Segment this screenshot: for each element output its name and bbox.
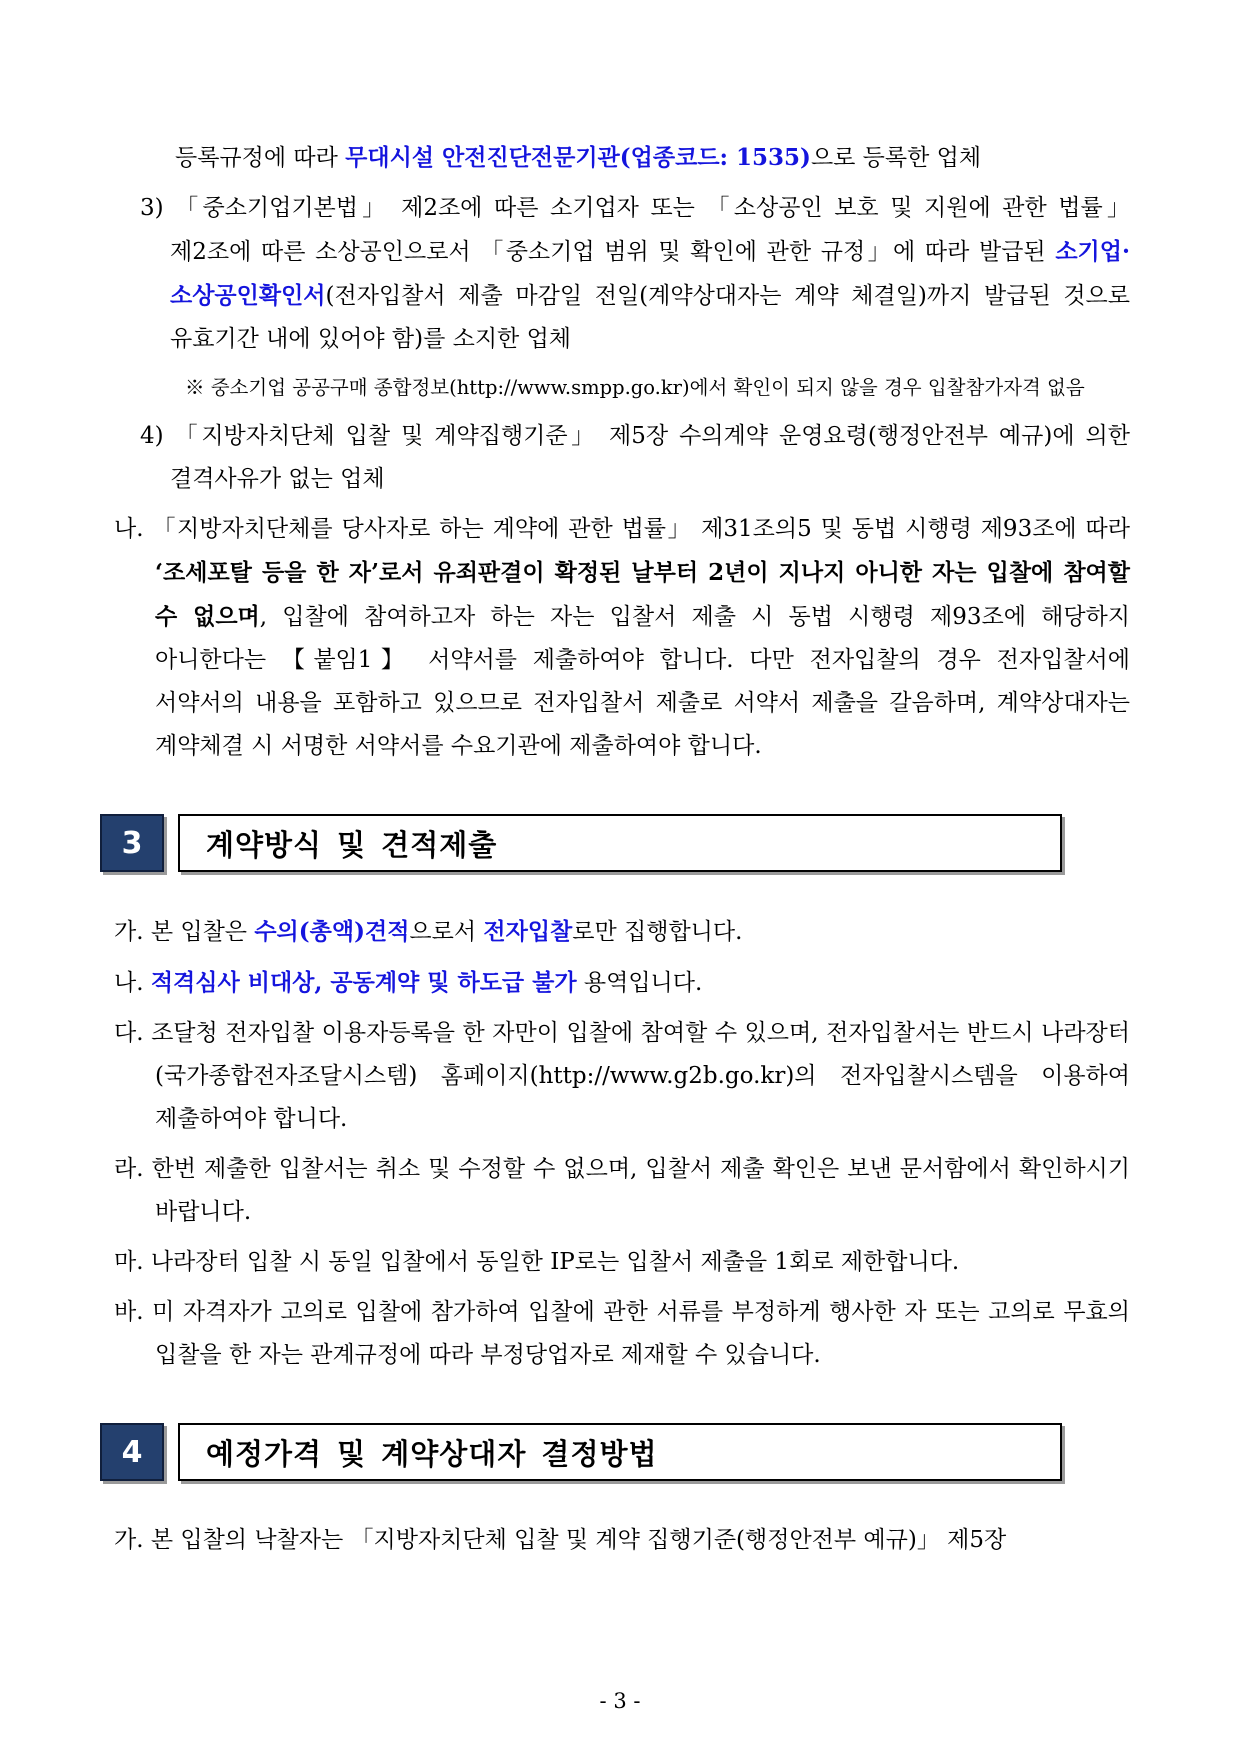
section-3-contract-method: [100, 814, 1130, 1377]
emphasized-text: 적격심사 비대상, 공동계약 및 하도급 불가: [150, 969, 577, 996]
paragraph: [100, 1012, 1130, 1141]
section-4-price-determination: [100, 1423, 1130, 1562]
section-title-box: [178, 814, 1062, 872]
section-title-box: [178, 1423, 1062, 1481]
paragraph: [100, 961, 1130, 1005]
paragraph: [100, 136, 1130, 180]
emphasized-text: 무대시설 안전진단전문기관(업종코드: 1535): [345, 144, 811, 171]
text-segment: 4) 「지방자치단체 입찰 및 계약집행기준」 제5장 수의계약 운영요령(행정안전부 예규)에 의한 결격사유가 없는 업체: [140, 423, 1130, 492]
paragraph: [100, 910, 1130, 954]
text-segment: 으로서: [409, 919, 484, 945]
paragraph: [100, 1291, 1130, 1377]
text-segment: 으로 등록한 업체: [810, 145, 982, 171]
paragraph: [100, 508, 1130, 768]
paragraph: [100, 1148, 1130, 1234]
section-4-header: [100, 1423, 1130, 1481]
text-segment: 라. 한번 제출한 입찰서는 취소 및 수정할 수 없으며, 입찰서 제출 확인은 보낸 문서함에서 확인하시기 바랍니다.: [114, 1156, 1130, 1225]
bold-text: ‘조세포탈 등을 한 자’로서 유죄판결이 확정된 날부터 2년이 지나지 아니한 자는 입찰에 참여할 수 없으며: [155, 559, 1130, 630]
text-segment: 용역입니다.: [576, 970, 703, 996]
text-segment: (전자입찰서 제출 마감일 전일(계약상대자는 계약 체결일)까지 발급된 것으로 유효기간 내에 있어야 함)를 소지한 업체: [170, 283, 1130, 352]
text-segment: 등록규정에 따라: [175, 145, 346, 171]
paragraph: [100, 187, 1130, 361]
intro-paragraphs: [100, 136, 1130, 768]
text-segment: 다. 조달청 전자입찰 이용자등록을 한 자만이 입찰에 참여할 수 있으며, 전자입찰서는 반드시 나라장터(국가종합전자조달시스템) 홈페이지(http://www.g2b.go.kr)의 전자입찰시스템을 이용하여 제출하여야 합니다.: [114, 1020, 1130, 1132]
section-number-badge: 4: [100, 1423, 164, 1481]
text-segment: 가. 본 입찰은: [114, 919, 255, 945]
text-segment: 마. 나라장터 입찰 시 동일 입찰에서 동일한 IP로는 입찰서 제출을 1회로 제한합니다.: [114, 1249, 960, 1275]
text-segment: 3) 「중소기업기본법」 제2조에 따른 소기업자 또는 「소상공인 보호 및 지원에 관한 법률」 제2조에 따른 소상공인으로서 「중소기업 범위 및 확인에 관한 규정」에 따라 발급된: [140, 195, 1130, 265]
section-3-body: [100, 910, 1130, 1377]
section-4-body: [100, 1519, 1130, 1562]
text-segment: 나.: [114, 970, 151, 996]
section-number-badge: 3: [100, 814, 164, 872]
emphasized-text: 수의(총액)견적: [254, 918, 410, 945]
paragraph: [100, 415, 1130, 501]
text-segment: 로만 집행합니다.: [572, 919, 743, 945]
section-title: 계약방식 및 견적제출: [206, 827, 498, 862]
emphasized-text: 전자입찰: [483, 918, 573, 945]
text-segment: ※ 중소기업 공공구매 종합정보(http://www.smpp.go.kr)에서 확인이 되지 않을 경우 입찰참가자격 없음: [185, 376, 1085, 399]
text-segment: 나. 「지방자치단체를 당사자로 하는 계약에 관한 법률」 제31조의5 및 동법 시행령 제93조에 따라: [114, 516, 1130, 542]
paragraph: [100, 1241, 1130, 1284]
text-segment: , 입찰에 참여하고자 하는 자는 입찰서 제출 시 동법 시행령 제93조에 해당하지 아니한다는 【붙임1】 서약서를 제출하여야 합니다. 다만 전자입찰의 경우 전자입찰서에 서약서의 내용을 포함하고 있으므로 전자입찰서 제출로 서약서 제출을 갈음하며, 계약상대자는 계약체결 시 서명한 서약서를 수요기관에 제출하여야 합니다.: [155, 604, 1130, 759]
text-segment: 가. 본 입찰의 낙찰자는 「지방자치단체 입찰 및 계약 집행기준(행정안전부 예규)」 제5장: [114, 1527, 1007, 1553]
paragraph: [100, 1519, 1130, 1562]
section-title: 예정가격 및 계약상대자 결정방법: [206, 1436, 658, 1471]
section-3-header: [100, 814, 1130, 872]
text-segment: 바. 미 자격자가 고의로 입찰에 참가하여 입찰에 관한 서류를 부정하게 행사한 자 또는 고의로 무효의 입찰을 한 자는 관계규정에 따라 부정당업자로 제재할 수 있습니다.: [114, 1299, 1130, 1368]
paragraph: [100, 368, 1130, 408]
page-number: - 3 -: [599, 1689, 641, 1713]
emphasized-text: 소기업·소상공인확인서: [170, 238, 1130, 309]
